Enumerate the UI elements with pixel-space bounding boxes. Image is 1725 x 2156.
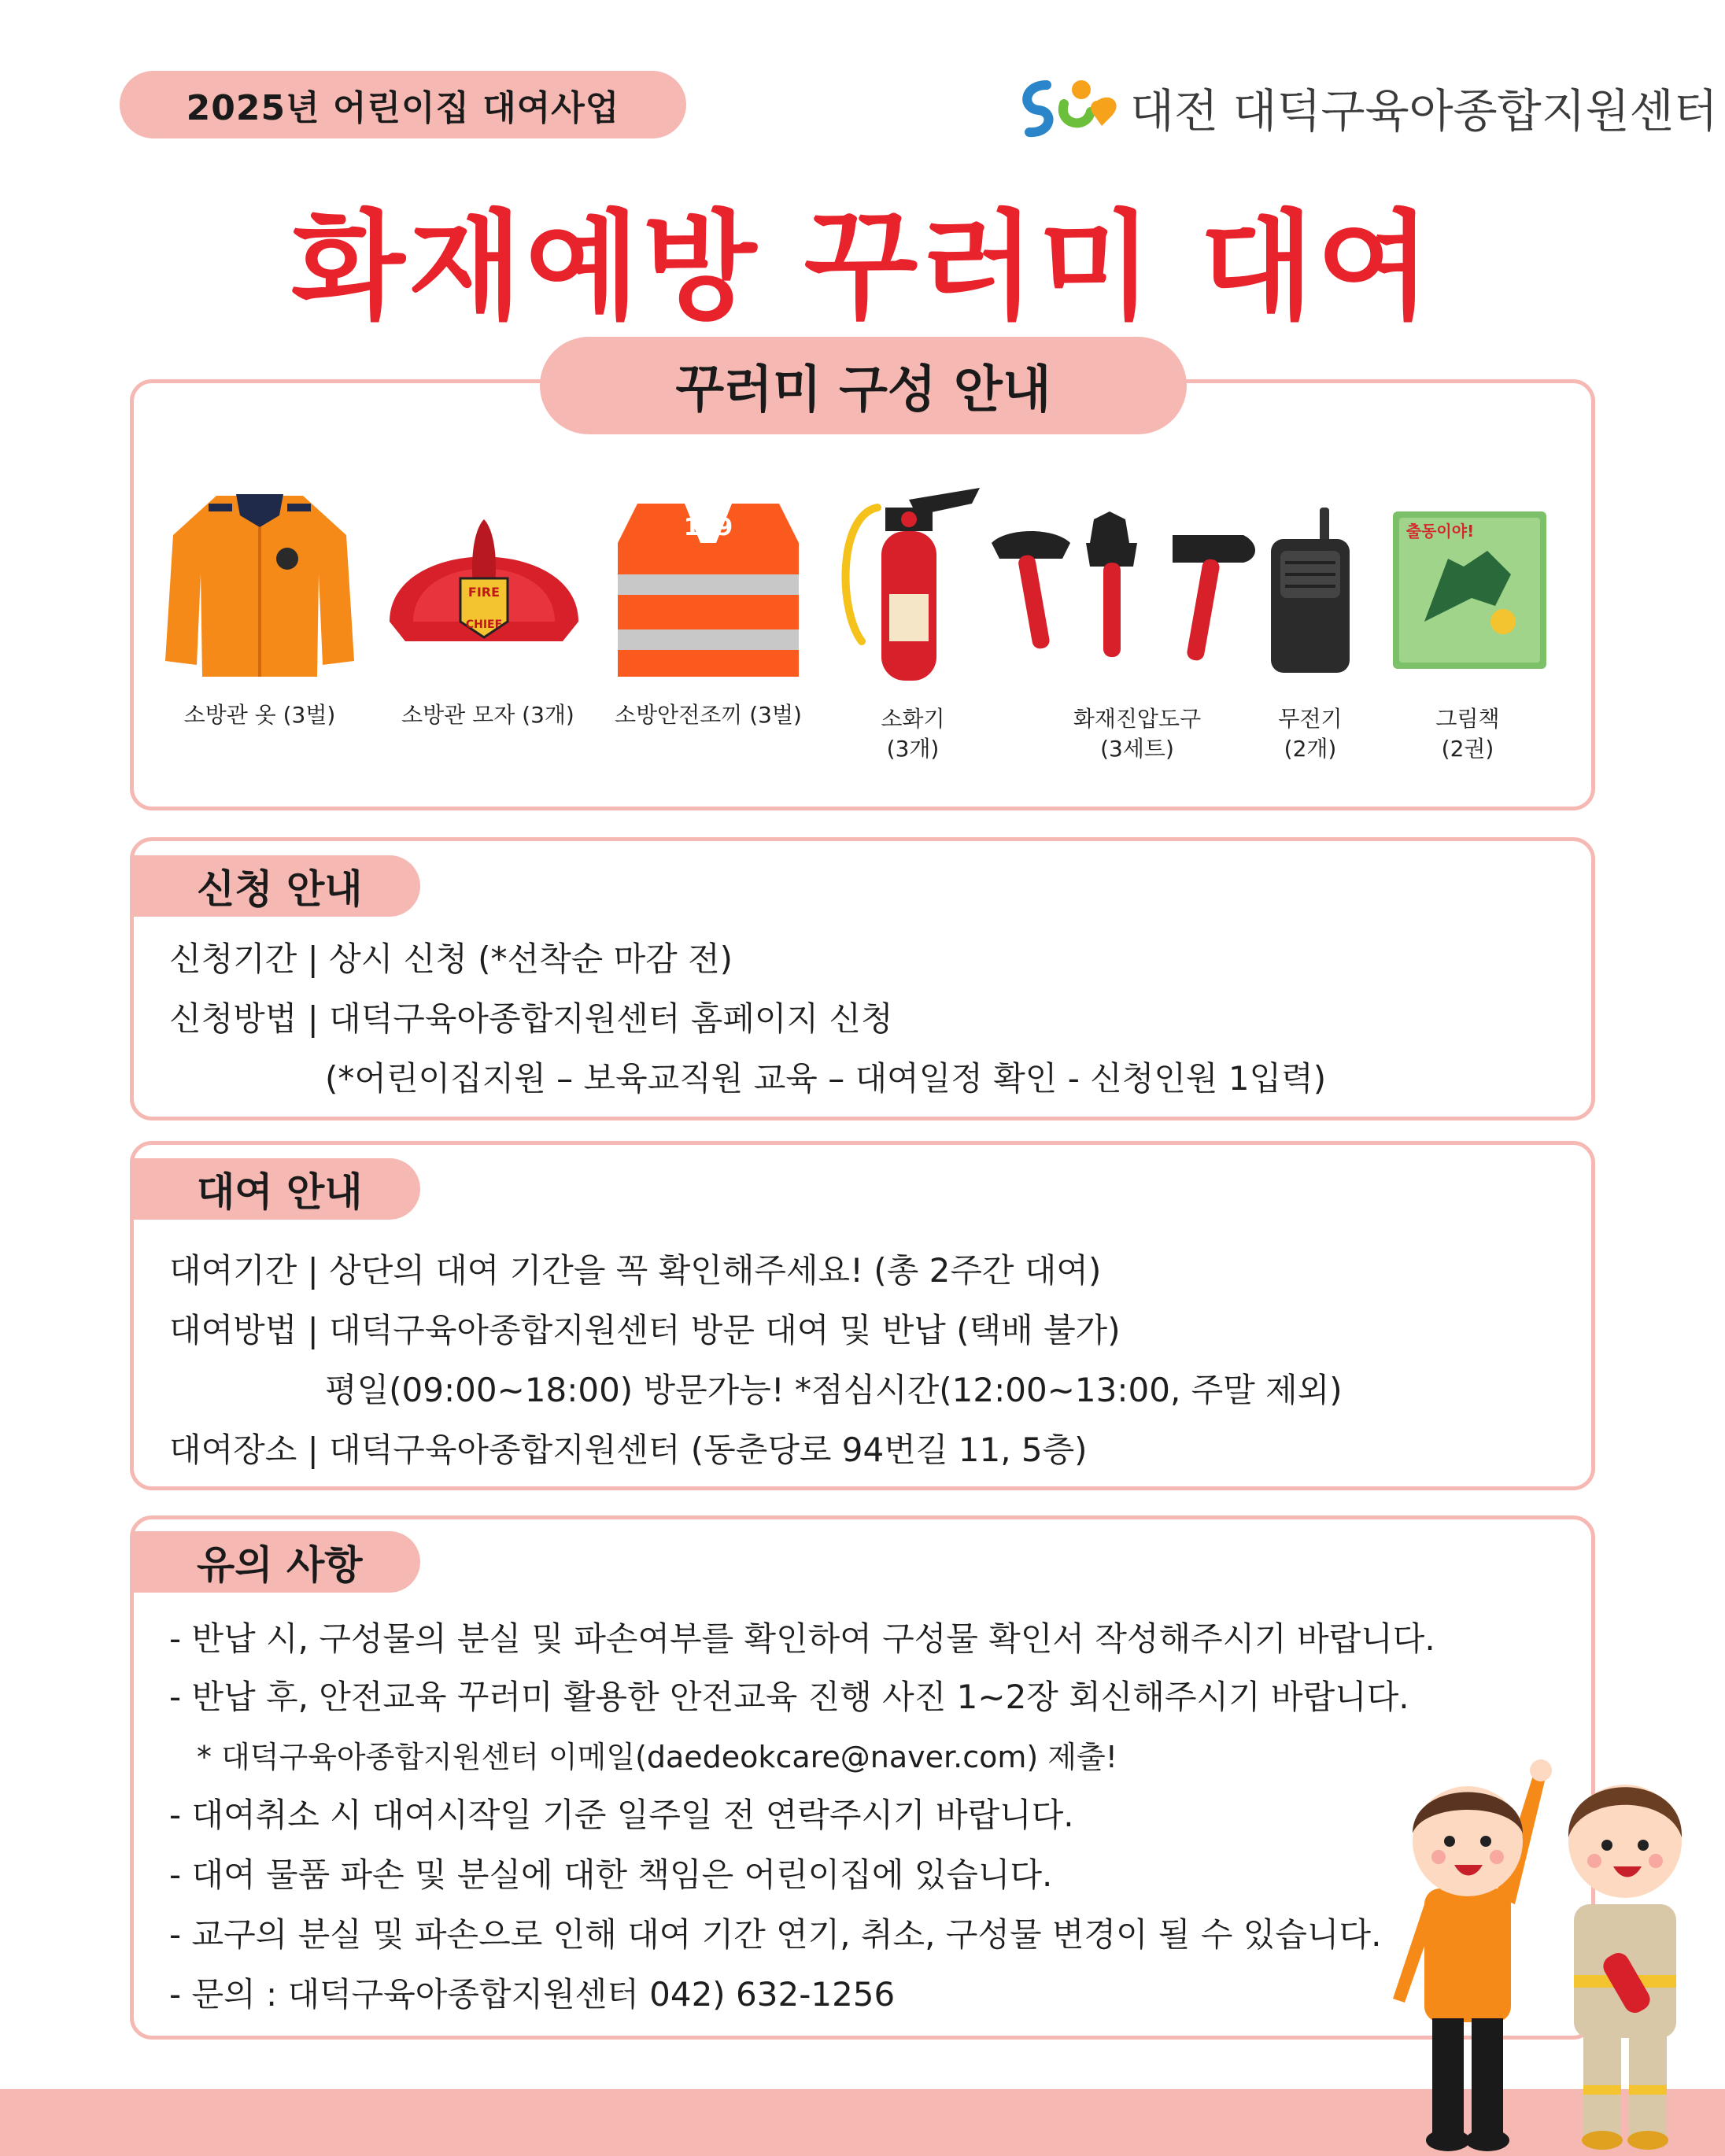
rental-heading: 대여 안내 xyxy=(134,1158,420,1220)
kit-item-label-line1: 소화기 xyxy=(881,706,945,732)
vest-print: 119 xyxy=(683,514,733,541)
fire-axe-tools-icon xyxy=(984,511,1283,669)
helmet-print-fire: FIRE xyxy=(467,585,501,600)
note-item: - 반납 후, 안전교육 꾸러미 활용한 안전교육 진행 사진 1~2장 회신해주시기 바랍니다. xyxy=(169,1678,1409,1716)
kit-item-extinguisher xyxy=(830,484,988,689)
kit-item-label-line2: (3개) xyxy=(886,736,940,762)
notes-heading: 유의 사항 xyxy=(134,1531,420,1593)
walkie-talkie-icon xyxy=(1263,504,1357,677)
kit-item-tools xyxy=(984,511,1283,669)
org-name: 대전 대덕구육아종합지원센터 xyxy=(1130,84,1718,138)
note-item: - 대여 물품 파손 및 분실에 대한 책임은 어린이집에 있습니다. xyxy=(169,1855,1053,1894)
kit-item-label-line2: (3세트) xyxy=(1100,736,1174,762)
kit-item-label-line1: 화재진압도구 xyxy=(1073,706,1202,732)
kit-item-label-line1: 그림책 xyxy=(1435,706,1500,732)
firefighter-helmet-icon xyxy=(382,504,586,661)
firefighter-jacket-icon xyxy=(161,480,358,685)
page-title: 화재예방 꾸러미 대여 xyxy=(290,199,1435,336)
kit-item-label-line1: 무전기 xyxy=(1278,706,1343,732)
org-logo xyxy=(1015,69,1718,145)
kit-item-vest xyxy=(614,496,803,685)
fire-extinguisher-icon xyxy=(830,484,988,689)
picture-book-icon xyxy=(1393,511,1546,669)
kit-item-helmet xyxy=(382,504,586,661)
note-contact: - 문의 : 대덕구육아종합지원센터 042) 632-1256 xyxy=(169,1975,896,2014)
note-item: - 교구의 분실 및 파손으로 인해 대여 기간 연기, 취소, 구성물 변경이 될 수 있습니다. xyxy=(169,1915,1382,1954)
apply-period: 신청기간 | 상시 신청 (*선착순 마감 전) xyxy=(169,940,733,978)
note-item: - 대여취소 시 대여시작일 기준 일주일 전 연락주시기 바랍니다. xyxy=(169,1796,1074,1834)
kit-item-jacket xyxy=(161,480,358,685)
apply-heading: 신청 안내 xyxy=(134,855,420,917)
rental-hours: 평일(09:00~18:00) 방문가능! *점심시간(12:00~13:00, 주말 제외) xyxy=(325,1371,1343,1409)
kit-item-label xyxy=(1239,704,1381,764)
kit-item-label xyxy=(1035,704,1239,764)
program-badge: 2025년 어린이집 대여사업 xyxy=(120,71,686,138)
kit-heading: 꾸러미 구성 안내 xyxy=(540,337,1187,434)
notes-section xyxy=(130,1515,1595,2040)
apply-method-note: (*어린이집지원 – 보육교직원 교육 – 대여일정 확인 - 신청인원 1입력) xyxy=(325,1059,1327,1098)
firefighter-kids-illustration xyxy=(1377,1739,1708,2156)
kid-beige-icon xyxy=(1568,1785,1682,2150)
kit-item-label: 소방안전조끼 (3벌) xyxy=(615,702,802,728)
org-logo-icon xyxy=(1015,69,1125,145)
kit-item-label: 소방관 모자 (3개) xyxy=(401,702,574,728)
kit-item-radio xyxy=(1263,504,1357,677)
kit-item-label xyxy=(1397,704,1538,764)
kit-item-book xyxy=(1393,511,1546,669)
kid-orange-icon xyxy=(1393,1759,1552,2151)
note-item: - 반납 시, 구성물의 분실 및 파손여부를 확인하여 구성물 확인서 작성해주시기 바랍니다. xyxy=(169,1619,1435,1658)
rental-place: 대여장소 | 대덕구육아종합지원센터 (동춘당로 94번길 11, 5층) xyxy=(169,1431,1088,1469)
kit-item-label xyxy=(834,704,992,764)
rental-method: 대여방법 | 대덕구육아종합지원센터 방문 대여 및 반납 (택배 불가) xyxy=(169,1311,1121,1349)
apply-method: 신청방법 | 대덕구육아종합지원센터 홈페이지 신청 xyxy=(169,999,893,1038)
rental-period: 대여기간 | 상단의 대여 기간을 꼭 확인해주세요! (총 2주간 대여) xyxy=(169,1251,1102,1290)
kit-item-label-line2: (2개) xyxy=(1284,736,1337,762)
kit-item-label-line2: (2권) xyxy=(1441,736,1494,762)
book-print: 출동이야! xyxy=(1405,522,1475,541)
note-email: * 대덕구육아종합지원센터 이메일(daedeokcare@naver.com) 제출! xyxy=(197,1740,1117,1774)
safety-vest-icon xyxy=(614,496,803,685)
helmet-print-chief: CHIEF xyxy=(465,618,503,631)
kit-item-label: 소방관 옷 (3벌) xyxy=(183,702,336,728)
